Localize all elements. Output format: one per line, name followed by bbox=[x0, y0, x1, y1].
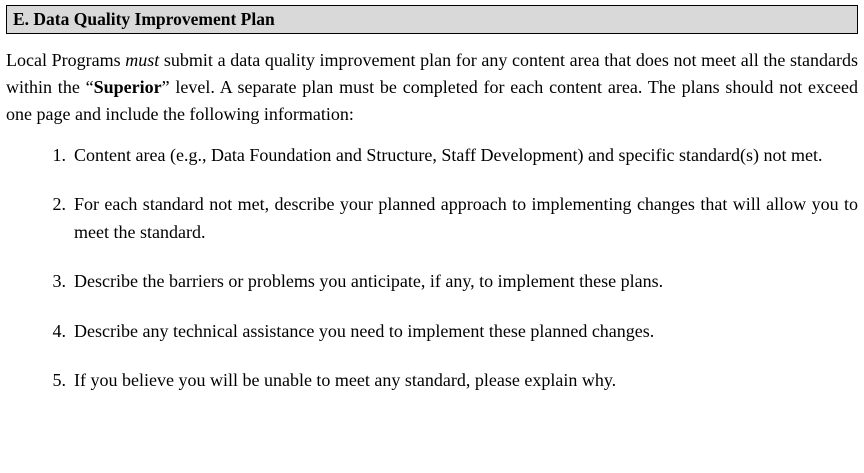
list-item: Describe any technical assistance you need to implement these planned changes. bbox=[74, 320, 655, 341]
requirements-list bbox=[6, 142, 858, 394]
intro-text-part-2: submit a data quality improvement plan for any content area that does not meet all the standards within the “ bbox=[6, 50, 859, 98]
list-item: Describe the barriers or problems you anticipate, if any, to implement these plans. bbox=[74, 271, 664, 292]
intro-paragraph bbox=[6, 47, 858, 128]
list-item: Content area (e.g., Data Foundation and Structure, Staff Development) and specific standard(s) not met. bbox=[74, 145, 823, 166]
intro-emphasis-must: must bbox=[125, 50, 160, 71]
intro-text-part-1: Local Programs bbox=[6, 50, 126, 71]
intro-emphasis-superior: Superior bbox=[93, 77, 162, 98]
list-item: If you believe you will be unable to meet any standard, please explain why. bbox=[74, 369, 617, 390]
section-heading: E. Data Quality Improvement Plan bbox=[6, 5, 858, 34]
document-page bbox=[0, 5, 864, 473]
list-item: For each standard not met, describe your planned approach to implementing changes that will allow you to meet the standard. bbox=[74, 194, 858, 242]
intro-text-part-3: ” level. A separate plan must be completed for each content area. The plans should not exceed one page and include the following information: bbox=[6, 77, 858, 125]
